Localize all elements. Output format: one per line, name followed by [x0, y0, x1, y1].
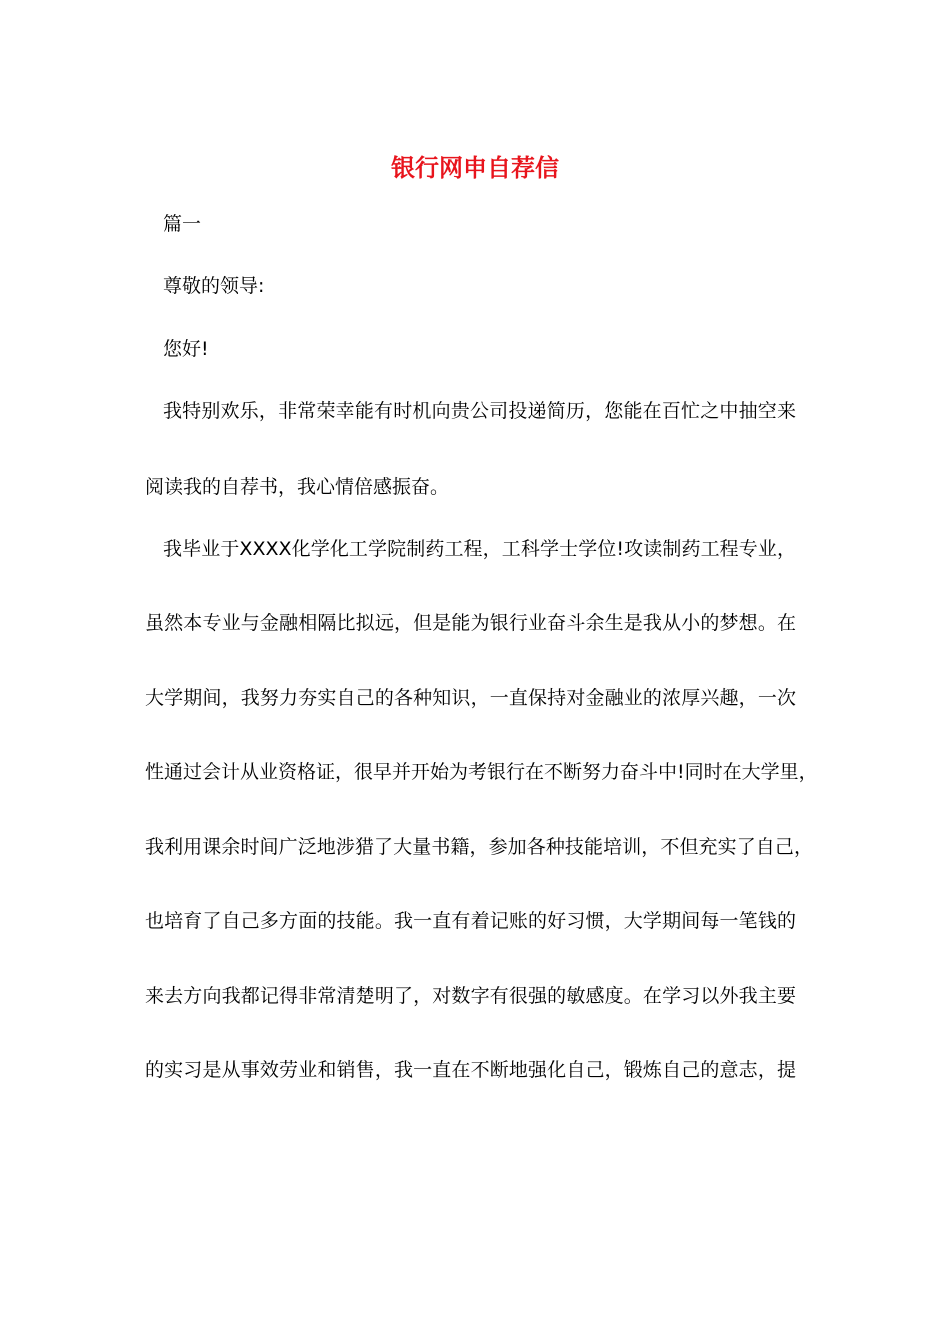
body-line: 我特别欢乐，非常荣幸能有时机向贵公司投递简历，您能在百忙之中抽空来 — [163, 400, 796, 422]
body-line: 性通过会计从业资格证，很早并开始为考银行在不断努力奋斗中!同时在大学里， — [145, 761, 818, 783]
body-line: 也培育了自己多方面的技能。我一直有着记账的好习惯，大学期间每一笔钱的 — [145, 910, 796, 932]
body-line: 的实习是从事效劳业和销售，我一直在不断地强化自己，锻炼自己的意志，提 — [145, 1059, 796, 1081]
body-line: 我毕业于XXXX化学化工学院制药工程，工科学士学位!攻读制药工程专业， — [163, 538, 796, 560]
section-label: 篇一 — [163, 213, 202, 235]
greeting: 您好! — [163, 338, 209, 360]
document-title: 银行网申自荐信 — [391, 153, 559, 182]
body-line: 来去方向我都记得非常清楚明了，对数字有很强的敏感度。在学习以外我主要 — [145, 985, 796, 1007]
salutation: 尊敬的领导: — [163, 275, 265, 297]
body-line: 阅读我的自荐书，我心情倍感振奋。 — [145, 476, 450, 498]
body-line: 大学期间，我努力夯实自己的各种知识，一直保持对金融业的浓厚兴趣，一次 — [145, 687, 796, 709]
body-line: 虽然本专业与金融相隔比拟远，但是能为银行业奋斗余生是我从小的梦想。在 — [145, 612, 796, 634]
body-line: 我利用课余时间广泛地涉猎了大量书籍，参加各种技能培训，不但充实了自己， — [145, 836, 813, 858]
